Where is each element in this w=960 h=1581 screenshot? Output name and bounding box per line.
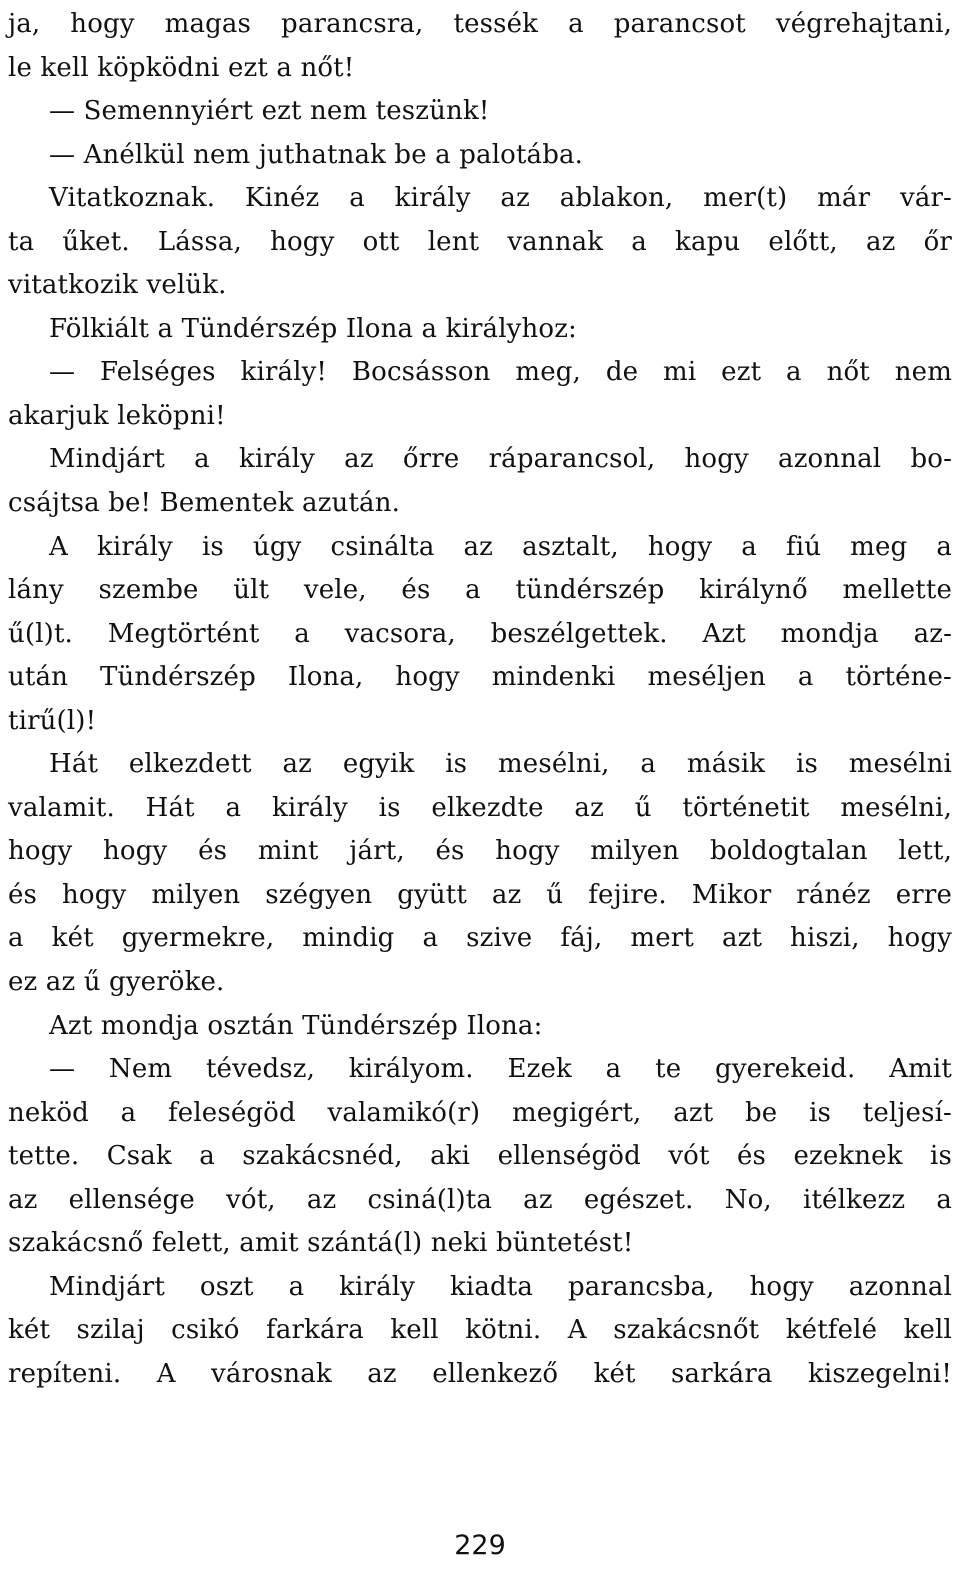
text-line: vitatkozik velük.: [8, 270, 227, 301]
book-page: [8, 0, 952, 1581]
text-line: az ellensége vót, az csiná(l)ta az egészet. No, itélkezz a: [8, 1184, 952, 1215]
text-line: — Anélkül nem juthatnak be a palotába.: [49, 139, 584, 170]
text-line: Vitatkoznak. Kinéz a király az ablakon, mer(t) már vár-: [49, 183, 952, 214]
text-line: — Felséges király! Bocsásson meg, de mi ezt a nőt nem: [49, 357, 952, 388]
text-body: [8, 3, 952, 1397]
text-line: — Nem tévedsz, királyom. Ezek a te gyerekeid. Amit: [49, 1054, 952, 1085]
text-line: tette. Csak a szakácsnéd, aki ellenségöd vót és ezeknek is: [8, 1141, 952, 1172]
text-line: és hogy milyen szégyen gyütt az ű fejire. Mikor ránéz erre: [8, 879, 952, 910]
text-line: neköd a feleségöd valamikó(r) megigért, azt be is teljesí-: [8, 1097, 952, 1128]
text-line: repíteni. A városnak az ellenkező két sarkára kiszegelni!: [8, 1358, 952, 1389]
text-line: ja, hogy magas parancsra, tessék a parancsot végrehajtani,: [8, 9, 952, 39]
text-line: ta űket. Lássa, hogy ott lent vannak a kapu előtt, az őr: [8, 226, 952, 257]
text-line: hogy hogy és mint járt, és hogy milyen boldogtalan lett,: [8, 836, 952, 867]
text-line: lány szembe ült vele, és a tündérszép királynő mellette: [8, 575, 952, 606]
text-line: Azt mondja osztán Tündérszép Ilona:: [49, 1010, 543, 1041]
text-line: a két gyermekre, mindig a szive fáj, mert azt hiszi, hogy: [8, 923, 952, 954]
text-line: A király is úgy csinálta az asztalt, hogy a fiú meg a: [49, 531, 952, 562]
text-line: tirű(l)!: [8, 705, 97, 736]
text-line: Mindjárt oszt a király kiadta parancsba, hogy azonnal: [49, 1271, 952, 1302]
text-line: két szilaj csikó farkára kell kötni. A szakácsnőt kétfelé kell: [8, 1315, 952, 1346]
text-line: ű(l)t. Megtörtént a vacsora, beszélgettek. Azt mondja az-: [8, 618, 952, 649]
text-line: után Tündérszép Ilona, hogy mindenki meséljen a történe-: [8, 662, 952, 693]
text-line: — Semennyiért ezt nem teszünk!: [49, 96, 490, 127]
text-line: akarjuk leköpni!: [8, 400, 226, 431]
page-number: 229: [454, 1530, 506, 1561]
text-line: Fölkiált a Tündérszép Ilona a királyhoz:: [49, 313, 577, 344]
text-line: csájtsa be! Bementek azután.: [8, 488, 401, 519]
text-line: le kell köpködni ezt a nőt!: [8, 52, 355, 83]
text-line: szakácsnő felett, amit szántá(l) neki büntetést!: [8, 1228, 634, 1259]
text-line: ez az ű gyeröke.: [8, 967, 225, 998]
text-line: valamit. Hát a király is elkezdte az ű történetit mesélni,: [8, 792, 952, 823]
text-line: Mindjárt a király az őrre ráparancsol, hogy azonnal bo-: [49, 444, 952, 475]
text-line: Hát elkezdett az egyik is mesélni, a másik is mesélni: [49, 749, 952, 780]
